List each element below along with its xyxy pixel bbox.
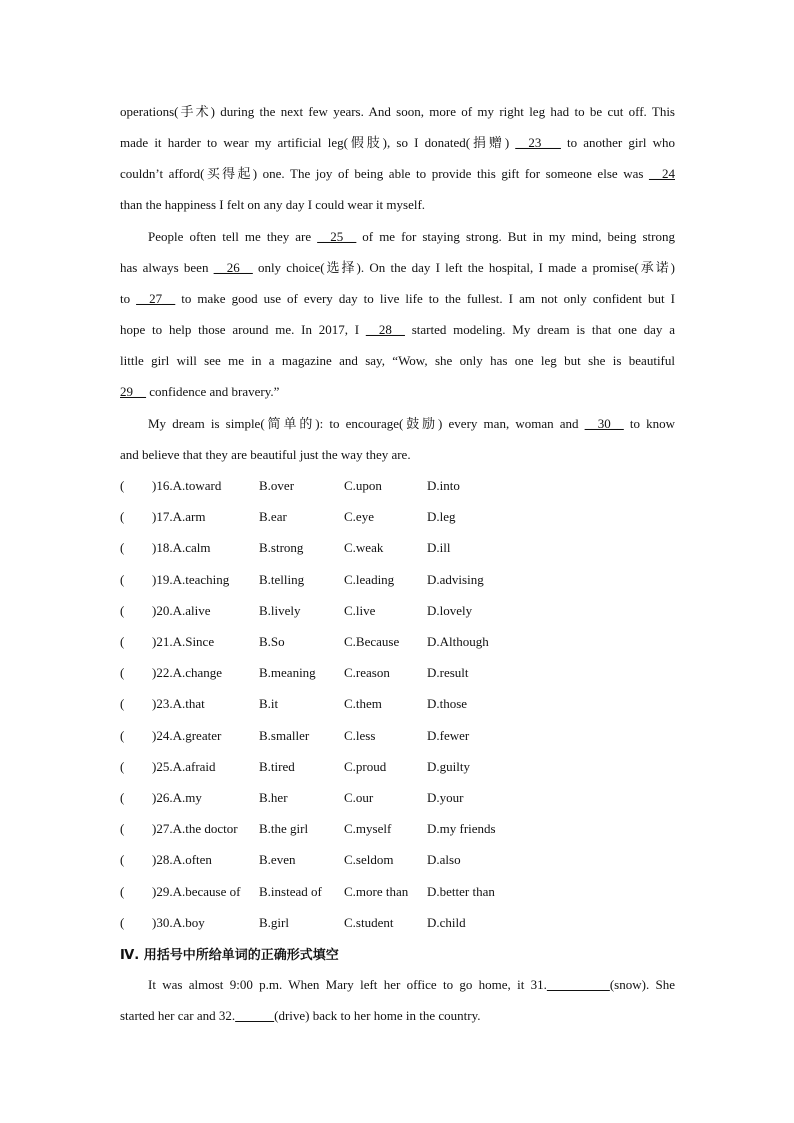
answer-paren: ( xyxy=(120,478,125,493)
answer-blank: 29__ xyxy=(120,384,146,399)
option-d: D.those xyxy=(427,696,468,712)
question-row xyxy=(120,882,675,902)
text-run: operations(手术) during the next few years. And soon, more of my right leg had to be cut off. This xyxy=(120,104,675,119)
passage-line xyxy=(148,227,675,247)
option-c: C.them xyxy=(344,696,382,712)
answer-paren: ( xyxy=(120,883,125,899)
option-b: B.telling xyxy=(259,571,305,587)
question-row xyxy=(120,819,675,839)
answer-paren: ( xyxy=(120,852,125,868)
passage-line xyxy=(120,351,675,371)
text-run: to another girl who xyxy=(560,135,675,150)
option-c: C.live xyxy=(344,602,376,618)
question-row xyxy=(120,538,675,558)
option-c: C.proud xyxy=(344,758,387,774)
question-row xyxy=(120,694,675,714)
answer-paren: ( xyxy=(120,571,125,587)
text-run: (drive) back to her home in the country. xyxy=(274,1008,481,1023)
option-c: C.more than xyxy=(344,883,409,899)
text-run: My dream is simple(简单的): to encourage(鼓励) every man, woman and xyxy=(148,416,585,431)
option-d: D.result xyxy=(427,665,469,681)
option-a: )26.A.my xyxy=(152,790,202,805)
option-b: B.meaning xyxy=(259,665,316,681)
text-run: to xyxy=(120,291,137,306)
answer-paren: ( xyxy=(120,634,125,649)
option-a: )21.A.Since xyxy=(152,634,215,649)
section4-line xyxy=(120,1006,675,1026)
passage-line xyxy=(120,320,675,340)
option-b: B.girl xyxy=(259,914,289,930)
option-d: D.lovely xyxy=(427,602,473,618)
option-c: C.weak xyxy=(344,540,384,556)
question-row xyxy=(120,663,675,683)
text-run: and believe that they are beautiful just the way they are. xyxy=(120,447,411,462)
answer-paren: ( xyxy=(120,509,125,525)
option-a: )24.A.greater xyxy=(152,727,222,743)
option-a: )20.A.alive xyxy=(152,602,211,618)
option-d: D.guilty xyxy=(427,758,470,774)
option-b: B.tired xyxy=(259,758,295,774)
answer-blank: __28__ xyxy=(365,322,405,337)
question-row xyxy=(120,913,675,933)
answer-blank: __27__ xyxy=(136,291,176,306)
question-row xyxy=(120,632,675,652)
question-row xyxy=(120,507,675,527)
option-b: B.So xyxy=(259,634,285,649)
text-run: little girl will see me in a magazine and say, “Wow, she only has one leg but she is beautiful xyxy=(120,353,675,368)
option-b: B.instead of xyxy=(259,883,322,899)
answer-paren: ( xyxy=(120,727,125,743)
question-row xyxy=(120,788,675,808)
answer-blank xyxy=(235,1008,274,1023)
answer-blank: __23___ xyxy=(515,135,561,150)
question-row xyxy=(120,850,675,870)
passage-line xyxy=(120,164,675,184)
text-run: It was almost 9:00 p.m. When Mary left her office to go home, it 31. xyxy=(148,977,547,992)
passage-line xyxy=(120,195,675,215)
option-c: C.reason xyxy=(344,665,390,681)
question-row xyxy=(120,601,675,621)
option-b: B.even xyxy=(259,852,296,868)
answer-paren: ( xyxy=(120,602,125,618)
passage-line xyxy=(120,382,675,402)
option-a: )18.A.calm xyxy=(152,540,211,556)
text-run: than the happiness I felt on any day I could wear it myself. xyxy=(120,197,426,212)
answer-paren: ( xyxy=(120,665,125,681)
option-c: C.our xyxy=(344,790,374,805)
answer-paren: ( xyxy=(120,696,125,712)
text-run: couldn’t afford(买得起) one. The joy of being able to provide this gift for someone else was xyxy=(120,166,649,181)
option-b: B.her xyxy=(259,790,288,805)
passage-line xyxy=(148,414,675,434)
text-run: (snow). She xyxy=(609,977,675,992)
option-d: D.also xyxy=(427,852,461,868)
option-d: D.leg xyxy=(427,509,456,525)
passage-line xyxy=(120,102,675,122)
section4-line xyxy=(148,975,675,995)
section-heading: Ⅳ. 用括号中所给单词的正确形式填空 xyxy=(120,948,339,963)
text-run: confidence and bravery.” xyxy=(146,384,280,399)
passage-line xyxy=(120,133,675,153)
option-d: D.ill xyxy=(427,540,451,556)
option-c: C.student xyxy=(344,914,394,930)
option-b: B.strong xyxy=(259,540,304,556)
text-run: started her car and 32. xyxy=(120,1008,236,1023)
answer-blank: __30__ xyxy=(584,416,624,431)
text-run: to make good use of every day to live life to the fullest. I am not only confident but I xyxy=(175,291,675,306)
text-run: of me for staying strong. But in my mind, being strong xyxy=(356,229,675,244)
option-a: )30.A.boy xyxy=(152,914,205,930)
option-c: C.less xyxy=(344,727,376,743)
text-run: made it harder to wear my artificial leg(假肢), so I donated(捐赠) xyxy=(120,135,516,150)
option-a: )29.A.because of xyxy=(152,883,241,899)
answer-paren: ( xyxy=(120,790,125,805)
option-d: D.my friends xyxy=(427,821,496,837)
text-run: has always been xyxy=(120,260,214,275)
option-a: )22.A.change xyxy=(152,665,223,681)
answer-blank xyxy=(547,977,610,992)
option-d: D.advising xyxy=(427,571,484,587)
passage-line xyxy=(120,289,675,309)
option-d: D.child xyxy=(427,914,466,930)
question-row xyxy=(120,570,675,590)
option-a: )27.A.the doctor xyxy=(152,821,238,837)
answer-blank: __24 xyxy=(649,166,675,181)
text-run: hope to help those around me. In 2017, I xyxy=(120,322,366,337)
text-run: to know xyxy=(623,416,676,431)
option-c: C.leading xyxy=(344,571,395,587)
option-d: D.fewer xyxy=(427,727,470,743)
option-d: D.into xyxy=(427,478,460,493)
option-a: )19.A.teaching xyxy=(152,571,230,587)
option-b: B.smaller xyxy=(259,727,310,743)
option-a: )25.A.afraid xyxy=(152,758,216,774)
question-row xyxy=(120,757,675,777)
option-c: C.Because xyxy=(344,634,400,649)
text-run: only choice(选择). On the day I left the hospital, I made a promise(承诺) xyxy=(252,260,675,275)
text-run: People often tell me they are xyxy=(148,229,318,244)
option-b: B.ear xyxy=(259,509,287,525)
option-a: )16.A.toward xyxy=(152,478,222,493)
answer-blank: __25__ xyxy=(317,229,357,244)
passage-line xyxy=(120,445,675,465)
passage-line xyxy=(120,258,675,278)
question-row xyxy=(120,476,675,496)
option-a: )28.A.often xyxy=(152,852,212,868)
option-c: C.myself xyxy=(344,821,392,837)
option-c: C.seldom xyxy=(344,852,394,868)
answer-paren: ( xyxy=(120,540,125,556)
option-b: B.lively xyxy=(259,602,301,618)
option-d: D.better than xyxy=(427,883,495,899)
option-b: B.over xyxy=(259,478,295,493)
answer-paren: ( xyxy=(120,758,125,774)
answer-paren: ( xyxy=(120,821,125,837)
option-a: )17.A.arm xyxy=(152,509,206,525)
option-d: D.your xyxy=(427,790,464,805)
answer-paren: ( xyxy=(120,914,125,930)
option-b: B.the girl xyxy=(259,821,309,837)
option-c: C.eye xyxy=(344,509,374,525)
option-d: D.Although xyxy=(427,634,489,649)
answer-blank: __26__ xyxy=(213,260,253,275)
question-row xyxy=(120,726,675,746)
text-run: started modeling. My dream is that one day a xyxy=(404,322,675,337)
option-c: C.upon xyxy=(344,478,382,493)
option-b: B.it xyxy=(259,696,279,712)
option-a: )23.A.that xyxy=(152,696,205,712)
